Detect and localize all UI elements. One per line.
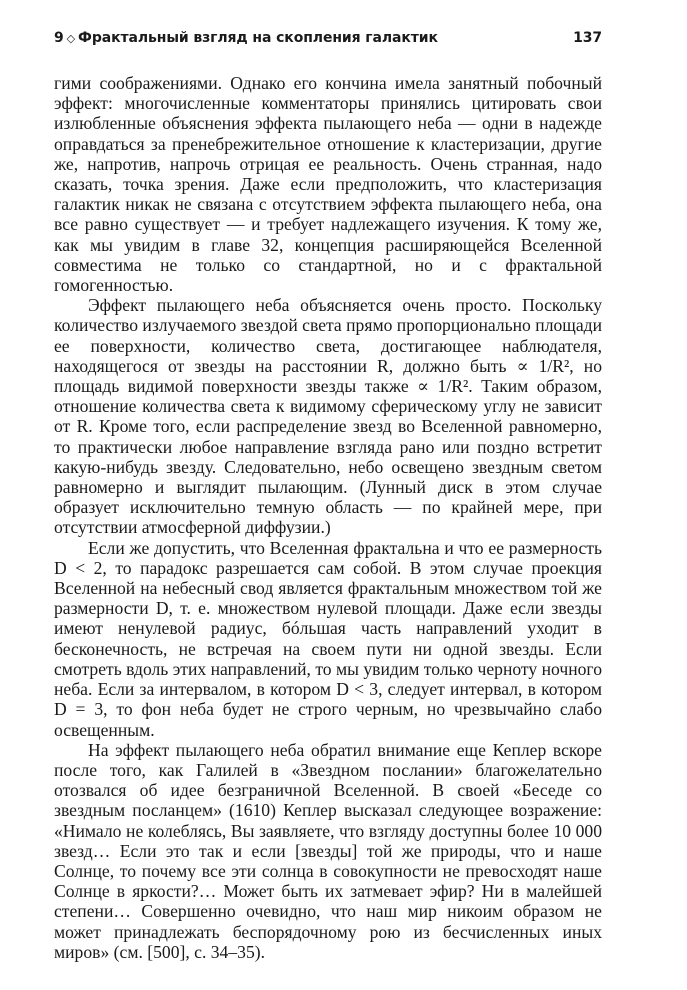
paragraph-2: Эффект пылающего неба объясняется очень просто. Поскольку количество излучаемого звездой света прямо пропорционально площади ее поверхности, количество света, достигающее наблюдателя, находящегося от звезды на расстоянии R, должно быть ∝ 1/R², но площадь видимой поверхности звезды также ∝ 1/R². Таким образом, отношение количества света к видимому сферическому углу не зависит от R. Кроме того, если распределение звезд во Вселенной равномерно, то практически любое направление взгляда рано или поздно встретит какую-нибудь звезду. Следовательно, небо освещено звездным светом равномерно и выглядит пылающим. (Лунный диск в этом случае образует исключительно темную область — по крайней мере, при отсутствии атмосферной диффузии.) (54, 295, 602, 538)
chapter-number: 9 (54, 30, 64, 46)
paragraph-4: На эффект пылающего неба обратил внимание еще Кеплер вскоре после того, как Галилей в «Звездном послании» благожелательно отозвался об идее безграничной Вселенной. В своей «Беседе со звездным посланцем» (1610) Кеплер высказал следующее возражение: «Нимало не колеблясь, Вы заявляете, что взгляду доступны более 10 000 звезд… Если это так и если [звезды] той же природы, что и наше Солнце, то почему все эти солнца в совокупности не превосходят наше Солнце в яркости?… Может быть их затмевает эфир? Ни в малейшей степени… Совершенно очевидно, что наш мир никоим образом не может принадлежать беспорядочному рою из бесчисленных иных миров» (см. [500], с. 34–35). (54, 739, 602, 962)
chapter-heading (54, 30, 438, 46)
diamond-icon: ◇ (66, 32, 76, 45)
body-text (54, 73, 602, 962)
book-page (54, 30, 602, 962)
page-number: 137 (573, 30, 602, 46)
chapter-title: Фрактальный взгляд на скопления галактик (78, 30, 438, 46)
paragraph-3: Если же допустить, что Вселенная фрактальна и что ее размерность D < 2, то парадокс разрешается сам собой. В этом случае проекция Вселенной на небесный свод является фрактальным множеством той же размерности D, т. е. множеством нулевой площади. Даже если звезды имеют ненулевой радиус, бóльшая часть направлений уходит в бесконечность, не встречая на своем пути ни одной звезды. Если смотреть вдоль этих направлений, то мы увидим только черноту ночного неба. Если за интервалом, в котором D < 3, следует интервал, в котором D = 3, то фон неба будет не строго черным, но чрезвычайно слабо освещенным. (54, 537, 602, 740)
paragraph-1: гими соображениями. Однако его кончина имела занятный побочный эффект: многочисленные комментаторы принялись цитировать свои излюбленные объяснения эффекта пылающего неба — одни в надежде оправдаться за пренебрежительное отношение к кластеризации, другие же, напротив, напрочь отрицая ее реальность. Очень странная, надо сказать, точка зрения. Даже если предположить, что кластеризация галактик никак не связана с отсутствием эффекта пылающего неба, она все равно существует — и требует надлежащего изучения. К тому же, как мы увидим в главе 32, концепция расширяющейся Вселенной совместима не только со стандартной, но и с фрактальной гомогенностью. (54, 73, 602, 296)
running-head (54, 30, 602, 50)
